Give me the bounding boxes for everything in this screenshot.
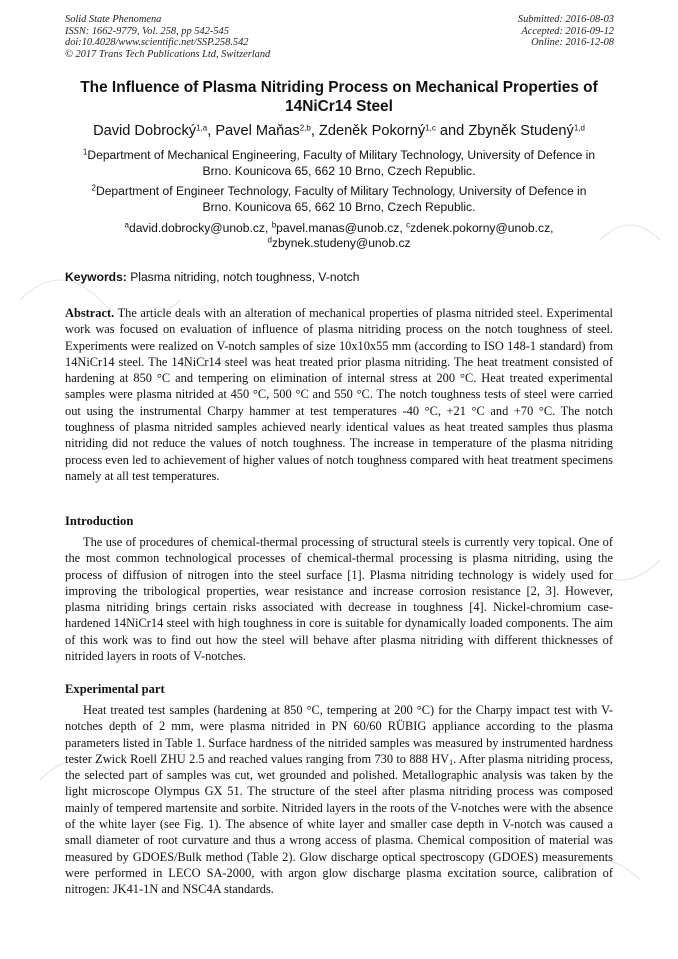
hardness-subscript: 1 — [449, 757, 454, 767]
author-affiliation-mark: 1,d — [573, 123, 585, 133]
title-line-2: 14NiCr14 Steel — [285, 98, 393, 115]
author-name: Zbyněk Studený — [468, 123, 574, 139]
experimental-heading: Experimental part — [65, 682, 165, 696]
email-c[interactable]: zdenek.pokorny@unob.cz, — [410, 221, 554, 235]
email-b[interactable]: pavel.manas@unob.cz, — [276, 221, 403, 235]
affiliation-2 — [40, 184, 638, 216]
email-a[interactable]: david.dobrocky@unob.cz, — [128, 221, 269, 235]
author-list — [30, 121, 648, 141]
affiliation-number: 2 — [91, 183, 96, 193]
author-affiliation-mark: 1,a — [196, 123, 208, 133]
copyright: © 2017 Trans Tech Publications Ltd, Switzerland — [65, 48, 271, 60]
abstract-text: The article deals with an alteration of mechanical properties of plasma nitrided steel. Experimental work was focused on evaluation of influence of plasma nitriding process on the notch toughness of steel. Experiments were realized on V-notch samples of size 10x10x55 mm (according to ISO 148-1 standard) from 14NiCr14 steel. The 14NiCr14 steel was heat treated prior plasma nitriding. The heat treatment consisted of hardening at 850 °C and tempering on elimination of internal stress at 200 °C. Heat treated experimental samples were plasma nitrided at 450 °C, 500 °C and 550 °C. The notch toughness tests of steel were carried out using the instrumental Charpy hammer at test temperatures -40 °C, +21 °C and +70 °C. The notch toughness of plasma nitrided samples achieved nearly identical values as heat treated samples thus plasma nitriding did not reduce the values of notch toughness. The increase in temperature of the plasma nitriding process even led to achievement of higher values of notch toughness compared with heat treatment specimens namely at all test temperatures. — [65, 306, 613, 483]
abstract — [65, 305, 613, 484]
affiliation-1 — [40, 148, 638, 180]
affiliation-line: Brno. Kounicova 65, 662 10 Brno, Czech Republic. — [202, 163, 476, 178]
author-name: David Dobrocký — [93, 123, 197, 139]
keywords-text: Plasma nitriding, notch toughness, V-notch — [130, 270, 360, 284]
keywords — [65, 270, 613, 285]
affiliation-number: 1 — [82, 147, 88, 157]
author-affiliation-mark: 1,c — [425, 123, 436, 133]
affiliation-line: Department of Mechanical Engineering, Faculty of Military Technology, University of Defence in — [87, 148, 596, 162]
publication-dates — [518, 14, 614, 49]
email-list: $^a$david.dobrocky@unob.cz, $^b$pavel.manas@unob.cz, $^c$zdenek.pokorny@unob.cz, $^d$zbynek.studeny@unob.cz — [124, 220, 554, 251]
author-affiliation-mark: 2,b — [299, 123, 311, 133]
affiliation-line: Department of Engineer Technology, Faculty of Military Technology, University of Defence in — [95, 184, 587, 198]
experimental-text-part-2: . After plasma nitriding process, the selected part of samples was cut, wet grounded and polished. Metallographic analysis was taken by the light microscope Olympus GX 51. The structure of the steel after plasma nitriding process was composed mainly of tempered martensite and sorbite. Nitrided layers in the roots of the V-notches were with the absence of the white layer (see Fig. 1). The absence of white layer and smaller case depth in V-notch was caused a small diameter of root curvature and thus a wrong access of plasma. Chemical composition of material was measured by GDOES/Bulk method (Table 2). Glow discharge optical spectroscopy (GDOES) measurements were performed in LECO SA-2000, with argon glow discharge plasma excitation source, calibration of nitrogen: JK41-1N and NSC4A standards. — [65, 751, 613, 897]
title-line-1: The Influence of Plasma Nitriding Process on Mechanical Properties of — [80, 79, 598, 96]
issn: ISSN: 1662-9779, Vol. 258, pp 542-545 — [65, 25, 229, 37]
keywords-label: Keywords: — [65, 270, 127, 284]
accepted-date: Accepted: 2016-09-12 — [521, 25, 614, 37]
author-name: Pavel Maňas — [215, 123, 300, 139]
experimental-paragraph — [65, 702, 613, 898]
online-date: Online: 2016-12-08 — [531, 37, 614, 49]
abstract-label: Abstract. — [65, 306, 115, 320]
submitted-date: Submitted: 2016-08-03 — [517, 14, 614, 25]
introduction-heading: Introduction — [65, 514, 134, 528]
introduction-paragraph: The use of procedures of chemical-thermal processing of structural steels is currently very topical. One of the most common technological processes of chemical-thermal processing is plasma nitriding, using the process of diffusion of nitrogen into the steel surface [1]. Plasma nitriding technology is widely used for improving the tribological properties, wear resistance and increase corrosion resistance [2, 3]. However, plasma nitriding brings certain risks associated with decrease in toughness [4]. Nickel-chromium case-hardened 14NiCr14 steel with high toughness in core is suitable for dynamically loaded components. The aim of this work was to find out how the steel will behave after plasma nitriding with different thicknesses of nitrided layers in roots of V-notches. — [65, 535, 613, 664]
journal-name: Solid State Phenomena — [65, 14, 162, 25]
author-name: Zdeněk Pokorný — [318, 123, 426, 139]
author-separator: , — [310, 123, 319, 139]
author-separator: and — [435, 123, 469, 139]
experimental-text-part-1: Heat treated test samples (hardening at 850 °C, tempering at 200 °C) for the Charpy impact test with V-notches depth of 2 mm, were plasma nitrided in PN 60/60 RÜBIG appliance according to the plasma parameters listed in Table 1. Surface hardness of the nitrided samples was measured by instrumented hardness tester Zwick Roell ZHU 2.5 and reached values ranging from 730 to 888 HV — [65, 703, 613, 766]
author-separator: , — [207, 123, 216, 139]
journal-info — [65, 14, 270, 60]
email-d[interactable]: zbynek.studeny@unob.cz — [271, 236, 411, 251]
affiliation-line: Brno. Kounicova 65, 662 10 Brno, Czech Republic. — [202, 199, 476, 214]
doi: doi:10.4028/www.scientific.net/SSP.258.542 — [65, 37, 249, 49]
paper-title — [40, 78, 638, 116]
